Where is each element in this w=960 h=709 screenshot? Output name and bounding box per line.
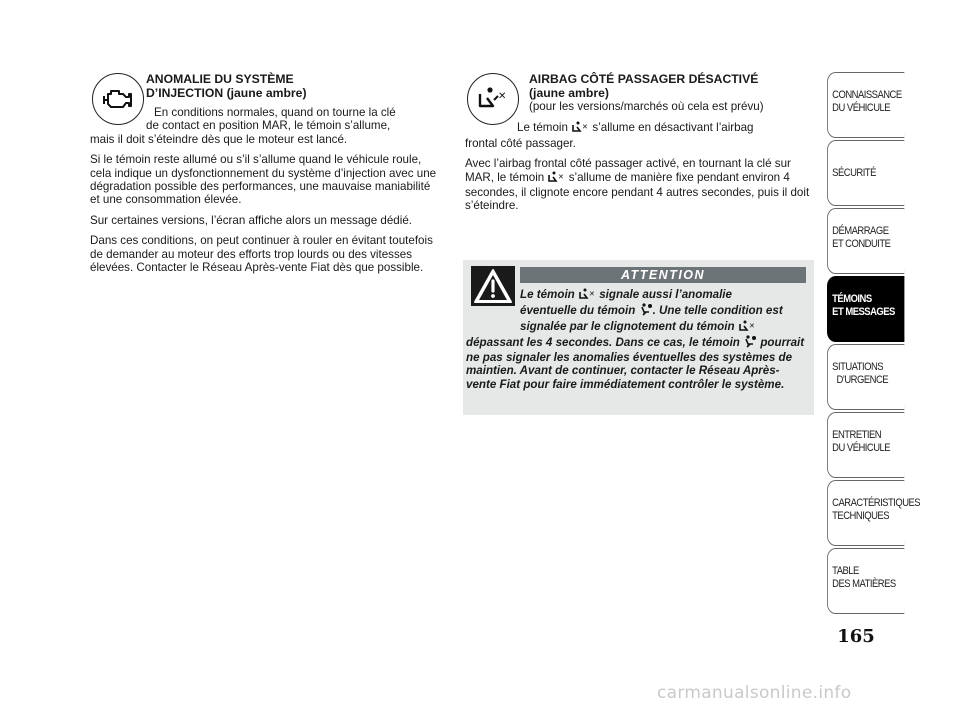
- para-text: Avec l’airbag frontal côté passager activé, en tournant la clé sur MAR, le témoin: [465, 157, 791, 184]
- tab-label: DU VÉHICULE: [832, 102, 891, 114]
- airbag-para-2: [465, 157, 815, 213]
- title-line: ANOMALIE DU SYSTÈME: [146, 72, 294, 86]
- attention-text: [466, 288, 809, 391]
- title-line: [146, 86, 442, 100]
- svg-text:✕: ✕: [748, 321, 755, 330]
- para-text: s’allume en désactivant l’airbag: [592, 121, 754, 135]
- tab-table-des-matieres[interactable]: [827, 548, 904, 614]
- att-fragment: signale aussi l’anomalie: [599, 288, 732, 301]
- att-fragment: pourrait ne pas signaler les anomalies éventuelles des systèmes de maintien. Avant de continuer, contacter le Réseau Après-vente Fiat pour faire immédiatement contrôler le système.: [466, 335, 805, 391]
- para-text: s’allume de manière fixe pendant environ 4 secondes, il clignote encore pendant 4 autres secondes, puis il doit s’éteindre.: [465, 170, 810, 213]
- tab-label: DÉMARRAGE: [832, 225, 889, 237]
- right-column: [465, 72, 815, 220]
- tab-label: DU VÉHICULE: [832, 442, 891, 454]
- passenger-airbag-off-icon: [547, 171, 565, 186]
- tab-entretien-du-vehicule[interactable]: [827, 412, 904, 478]
- tab-label: CONNAISSANCE: [832, 89, 902, 101]
- engine-para-4: Dans ces conditions, on peut continuer à rouler en évitant toutefois de demander au moteur des efforts trop lourds ou des vitesses élevées. Contacter le Réseau Après-vente Fiat dès que possible.: [90, 234, 433, 275]
- airbag-section-title: [465, 72, 815, 100]
- tab-connaissance-du-vehicule[interactable]: [827, 72, 904, 138]
- watermark: carmanualsonline.info: [657, 683, 852, 703]
- para-line: de contact en position MAR, le témoin s’allume,: [146, 119, 391, 133]
- tab-label: DES MATIÈRES: [832, 578, 896, 590]
- tab-label: CARACTÉRISTIQUES: [832, 497, 921, 509]
- engine-section-title: [90, 72, 442, 100]
- para-line: En conditions normales, quand on tourne la clé: [154, 106, 396, 119]
- title-text: D’INJECTION: [146, 86, 224, 100]
- tab-label: ET MESSAGES: [832, 306, 895, 318]
- tab-label: TECHNIQUES: [832, 510, 890, 522]
- att-fragment: Le témoin: [520, 288, 575, 301]
- page-number: 165: [837, 626, 875, 647]
- airbag-para-1: [465, 121, 815, 150]
- para-text: frontal côté passager.: [465, 136, 576, 150]
- tab-label: SITUATIONS: [832, 361, 884, 373]
- tab-label: D’URGENCE: [836, 374, 889, 386]
- att-fragment: . Une telle condition est signalée par le clignotement du témoin: [520, 304, 783, 333]
- engine-para-2: Si le témoin reste allumé ou s’il s’allume quand le véhicule roule, cela indique un dysfonctionnement du système d’injection avec une dégradation possible des performances, une mauvaise maniabilité et une consommation élevée.: [90, 153, 437, 207]
- engine-para-1: [90, 106, 442, 146]
- svg-text:✕: ✕: [582, 123, 589, 132]
- title-line: AIRBAG CÔTÉ PASSAGER DÉSACTIVÉ: [529, 72, 759, 86]
- airbag-icon: [743, 335, 757, 351]
- tab-label: ENTRETIEN: [832, 429, 882, 441]
- tab-label: ET CONDUITE: [832, 238, 891, 250]
- attention-line: [520, 303, 809, 335]
- tab-label: TÉMOINS: [832, 293, 872, 305]
- svg-text:✕: ✕: [589, 290, 595, 298]
- tab-securite[interactable]: [827, 140, 904, 206]
- tab-label: SÉCURITÉ: [832, 167, 876, 179]
- tab-caracteristiques-techniques[interactable]: [827, 480, 921, 546]
- title-line: (jaune ambre): [529, 86, 609, 100]
- attention-box: [463, 260, 814, 415]
- attention-line: [520, 288, 809, 303]
- tab-demarrage-et-conduite[interactable]: [827, 208, 904, 274]
- passenger-airbag-off-icon: [571, 121, 589, 136]
- svg-text:✕: ✕: [558, 172, 565, 181]
- airbag-subtitle: (pour les versions/marchés où cela est prévu): [529, 100, 764, 113]
- svg-text:✕: ✕: [498, 91, 507, 102]
- engine-para-3: Sur certaines versions, l’écran affiche alors un message dédié.: [90, 213, 413, 227]
- passenger-airbag-off-icon: [578, 288, 596, 303]
- para-text: Le témoin: [517, 121, 568, 135]
- airbag-icon: [639, 303, 653, 319]
- tab-label: TABLE: [832, 565, 859, 577]
- passenger-airbag-off-icon: [738, 320, 756, 335]
- att-fragment: dépassant les 4 secondes. Dans ce cas, le témoin: [466, 335, 740, 349]
- para-line: mais il doit s’éteindre dès que le moteur est lancé.: [90, 132, 348, 146]
- attention-label: ATTENTION: [520, 267, 806, 283]
- att-fragment: éventuelle du témoin: [520, 304, 636, 318]
- left-column: [90, 72, 442, 281]
- tab-temoins-et-messages[interactable]: [827, 276, 904, 342]
- tab-situations-d-urgence[interactable]: [827, 344, 904, 410]
- title-color: (jaune ambre): [223, 86, 307, 100]
